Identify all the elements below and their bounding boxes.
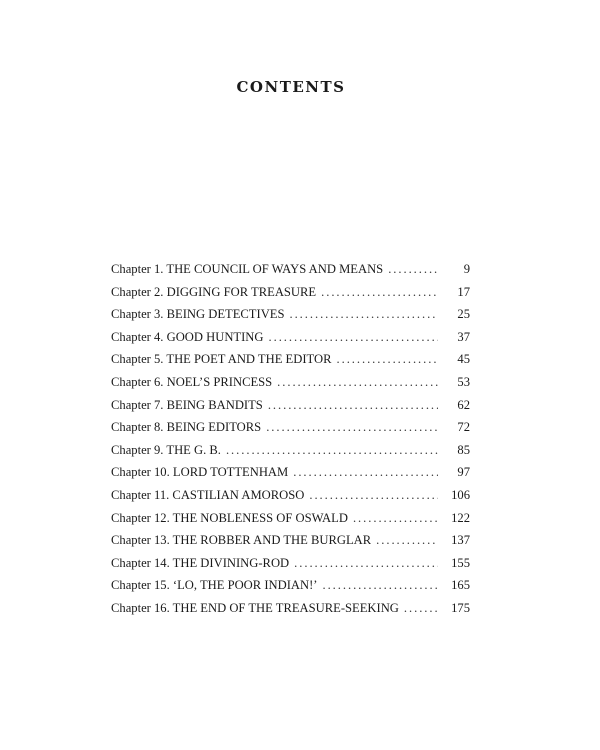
toc-entry[interactable] (111, 529, 470, 552)
dot-leader (388, 258, 438, 281)
chapter-title: Chapter 7. BEING BANDITS (111, 397, 263, 412)
chapter-title: Chapter 8. BEING EDITORS (111, 420, 262, 435)
toc-entry[interactable] (111, 484, 470, 507)
dot-leader (266, 416, 438, 439)
page-number: 175 (451, 600, 470, 615)
chapter-title: Chapter 1. THE COUNCIL OF WAYS AND MEANS (111, 262, 384, 276)
chapter-title: Chapter 11. CASTILIAN AMOROSO (111, 487, 305, 502)
toc-entry[interactable] (111, 371, 470, 394)
page-number: 137 (451, 533, 470, 548)
chapter-title: Chapter 15. ‘LO, THE POOR INDIAN!’ (111, 578, 318, 593)
dot-leader (277, 371, 438, 394)
chapter-title: Chapter 6. NOEL’S PRINCESS (111, 374, 273, 389)
toc-entry[interactable] (111, 348, 470, 371)
dot-leader (293, 461, 438, 484)
dot-leader (337, 348, 439, 371)
dot-leader (322, 574, 438, 597)
page-number: 122 (451, 510, 470, 525)
chapter-title: Chapter 10. LORD TOTTENHAM (111, 465, 289, 480)
toc-entry[interactable] (111, 303, 470, 326)
dot-leader (269, 326, 439, 349)
page-number: 25 (457, 307, 470, 322)
page-number: 85 (457, 442, 470, 457)
toc-entry[interactable] (111, 258, 470, 281)
chapter-title: Chapter 5. THE POET AND THE EDITOR (111, 352, 332, 367)
table-of-contents (111, 258, 470, 620)
page-number: 97 (457, 465, 470, 480)
chapter-title: Chapter 14. THE DIVINING-ROD (111, 555, 290, 570)
chapter-title: Chapter 2. DIGGING FOR TREASURE (111, 284, 317, 299)
dot-leader (309, 484, 438, 507)
page-number: 45 (457, 352, 470, 367)
page-number: 37 (457, 329, 470, 344)
toc-entry[interactable] (111, 416, 470, 439)
chapter-title: Chapter 9. THE G. B. (111, 442, 221, 457)
toc-entry[interactable] (111, 439, 470, 462)
chapter-title: Chapter 4. GOOD HUNTING (111, 329, 264, 344)
page-number: 106 (451, 487, 470, 502)
page-number: 165 (451, 578, 470, 593)
page-number: 17 (457, 284, 470, 299)
dot-leader (289, 303, 438, 326)
dot-leader (376, 529, 438, 552)
chapter-title: Chapter 12. THE NOBLENESS OF OSWALD (111, 510, 348, 525)
page-number: 72 (457, 420, 470, 435)
contents-heading: CONTENTS (236, 78, 346, 96)
page-number: 9 (463, 262, 470, 276)
toc-entry[interactable] (111, 326, 470, 349)
toc-entry[interactable] (111, 461, 470, 484)
dot-leader (404, 597, 438, 620)
toc-entry[interactable] (111, 574, 470, 597)
toc-entry[interactable] (111, 507, 470, 530)
dot-leader (226, 439, 438, 462)
page-number: 53 (457, 374, 470, 389)
dot-leader (268, 394, 438, 417)
dot-leader (353, 507, 438, 530)
dot-leader (294, 552, 438, 575)
chapter-title: Chapter 3. BEING DETECTIVES (111, 307, 285, 322)
toc-entry[interactable] (111, 552, 470, 575)
page-number: 62 (457, 397, 470, 412)
toc-entry[interactable] (111, 394, 470, 417)
dot-leader (321, 281, 438, 304)
toc-entry[interactable] (111, 597, 470, 620)
chapter-title: Chapter 16. THE END OF THE TREASURE-SEEKING (111, 600, 399, 615)
chapter-title: Chapter 13. THE ROBBER AND THE BURGLAR (111, 533, 372, 548)
toc-entry[interactable] (111, 281, 470, 304)
page-number: 155 (451, 555, 470, 570)
